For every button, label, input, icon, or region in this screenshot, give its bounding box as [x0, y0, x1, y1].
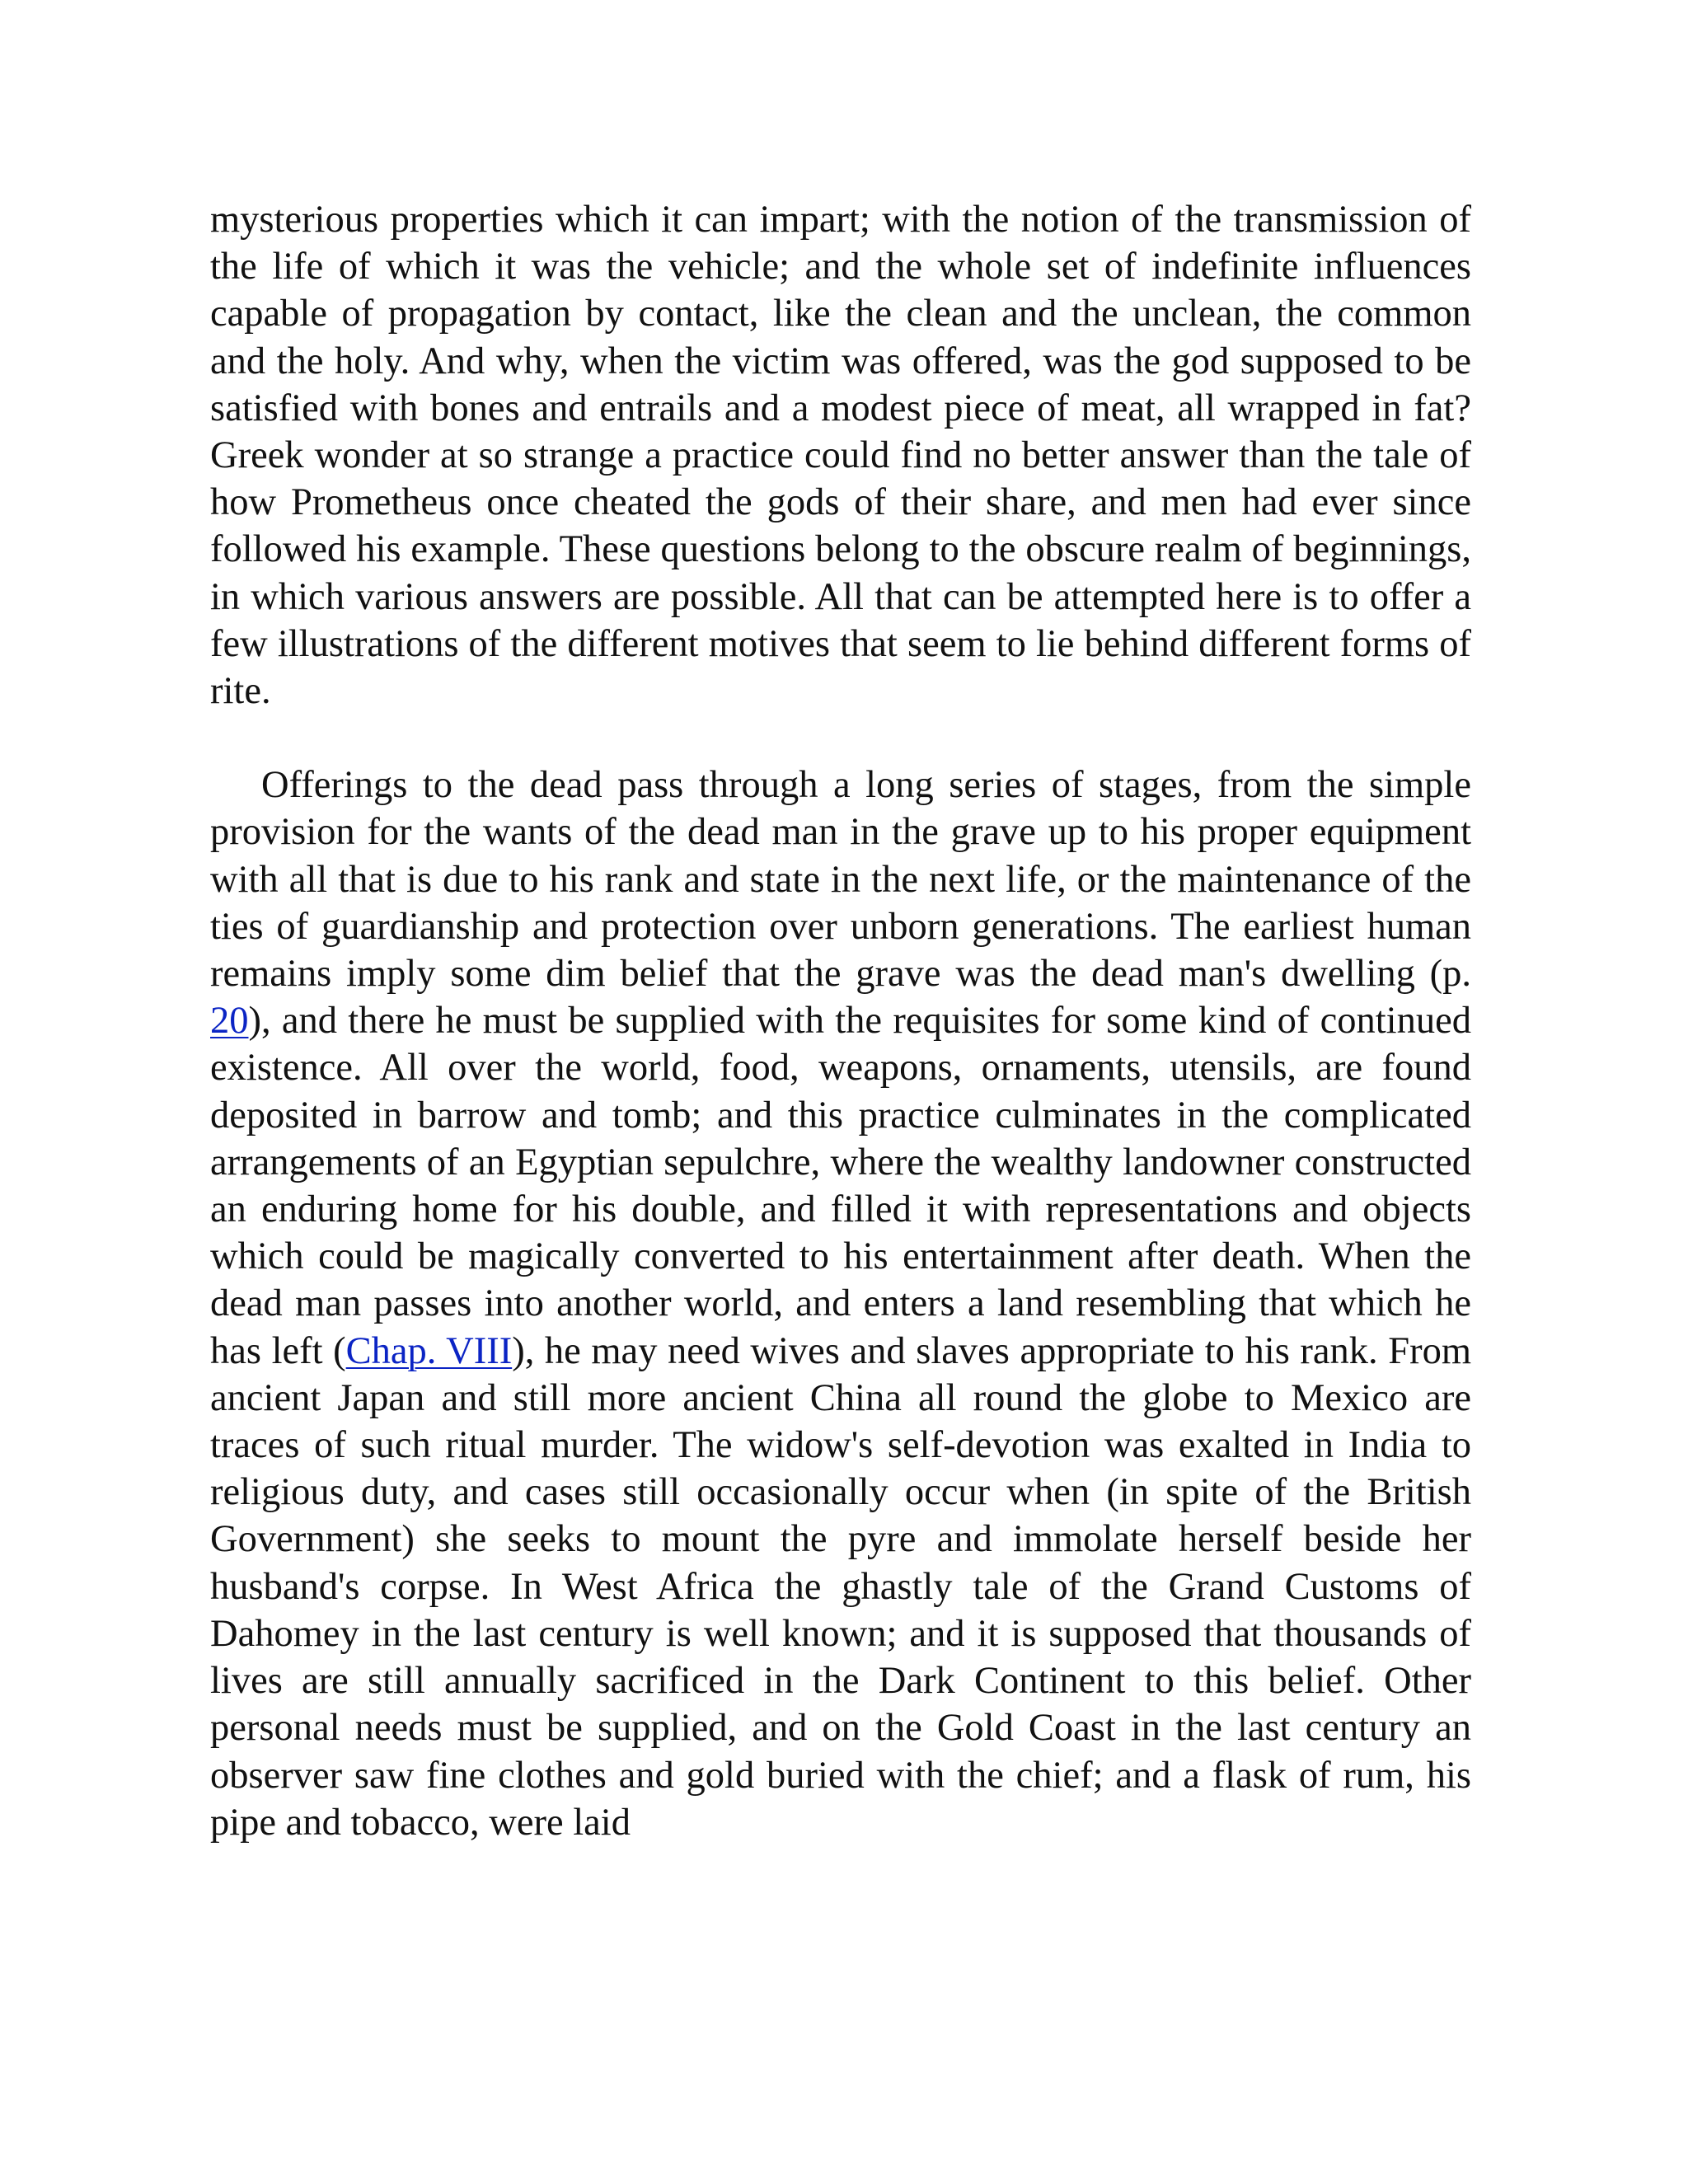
paragraph-text-segment: ), he may need wives and slaves appropriate to his rank. From ancient Japan and still more ancient China all round the globe to Mexico are traces of such ritual murder. The widow's self-devotion was exalted in India to religious duty, and cases still occasionally occur when (in spite of the British Government) she seeks to mount the pyre and immolate herself beside her husband's corpse. In West Africa the ghastly tale of the Grand Customs of Dahomey in the last century is well known; and it is supposed that thousands of lives are still annually sacrificed in the Dark Continent to this belief. Other personal needs must be supplied, and on the Gold Coast in the last century an observer saw fine clothes and gold buried with the chief; and a flask of rum, his pipe and tobacco, were laid	[210, 1329, 1471, 1844]
page-reference-link[interactable]: 20	[210, 1000, 249, 1043]
paragraph-offerings-to-dead	[210, 762, 1471, 1846]
paragraph-text-segment: ), and there he must be supplied with the requisites for some kind of continued existence. All over the world, food, weapons, ornaments, utensils, are found deposited in barrow and tomb; and this practice culminates in the complicated arrangements of an Egyptian sepulchre, where the wealthy landowner constructed an enduring home for his double, and filled it with representations and objects which could be magically converted to his entertainment after death. When the dead man passes into another world, and enters a land resembling that which he has left (	[210, 1000, 1471, 1372]
page-body	[210, 196, 1471, 1846]
paragraph-text-segment: Offerings to the dead pass through a long series of stages, from the simple provision for the wants of the dead man in the grave up to his proper equipment with all that is due to his rank and state in the next life, or the maintenance of the ties of guardianship and protection over unborn generations. The earliest human remains imply some dim belief that the grave was the dead man's dwelling (p.	[210, 764, 1471, 996]
paragraph-continued: mysterious properties which it can impart; with the notion of the transmission of the life of which it was the vehicle; and the whole set of indefinite influences capable of propagation by contact, like the clean and the unclean, the common and the holy. And why, when the victim was offered, was the god supposed to be satisfied with bones and entrails and a modest piece of meat, all wrapped in fat? Greek wonder at so strange a practice could find no better answer than the tale of how Prometheus once cheated the gods of their share, and men had ever since followed his example. These questions belong to the obscure realm of beginnings, in which various answers are possible. All that can be attempted here is to offer a few illustrations of the different motives that seem to lie behind different forms of rite.	[210, 199, 1471, 713]
chapter-reference-link[interactable]: Chap. VIII	[345, 1329, 513, 1372]
